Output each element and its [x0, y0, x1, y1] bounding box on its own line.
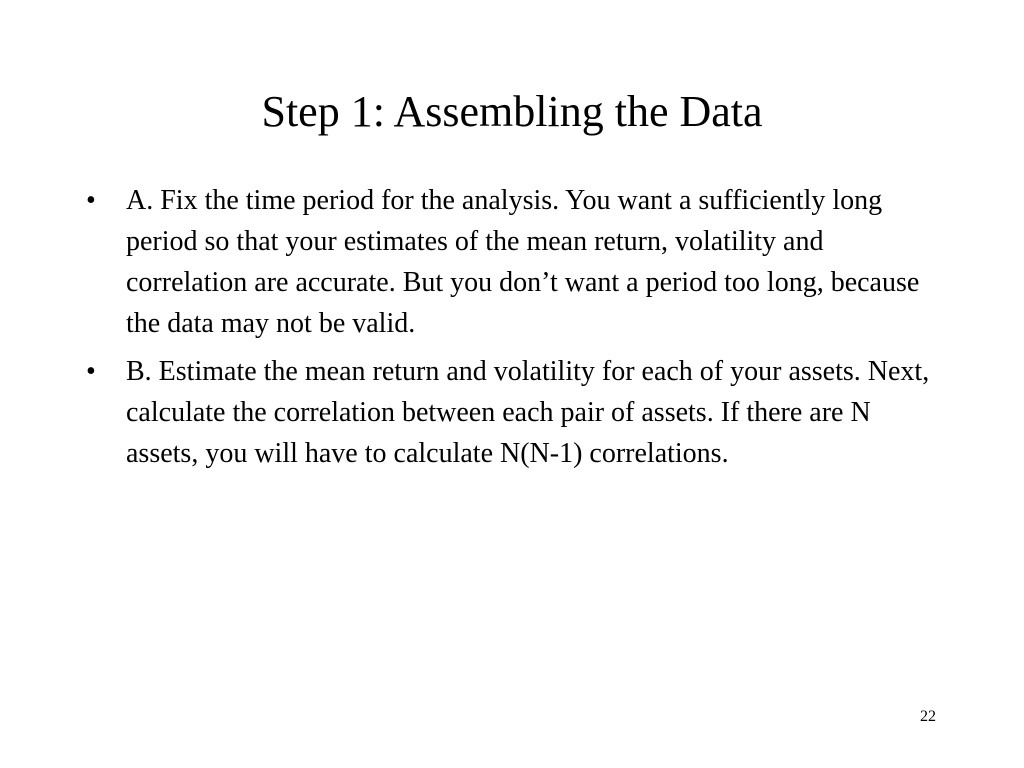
slide-title: Step 1: Assembling the Data [261, 87, 763, 136]
bullet-marker: • [86, 185, 96, 216]
bullet-marker: • [86, 356, 96, 387]
page-number: 22 [920, 708, 936, 725]
bullet-list [86, 180, 946, 481]
bullet-text-b: B. Estimate the mean return and volatility for each of your assets. Next, calculate the correlation between each pair of assets. If there are N assets, you will have to calculate N(N-1) correlations. [126, 356, 930, 469]
bullet-item-b [86, 351, 946, 474]
bullet-text-a: A. Fix the time period for the analysis. You want a sufficiently long period so that your estimates of the mean return, volatility and correlation are accurate. But you don’t want a period too long, because the data may not be valid. [126, 185, 920, 339]
bullet-item-a [86, 180, 946, 344]
